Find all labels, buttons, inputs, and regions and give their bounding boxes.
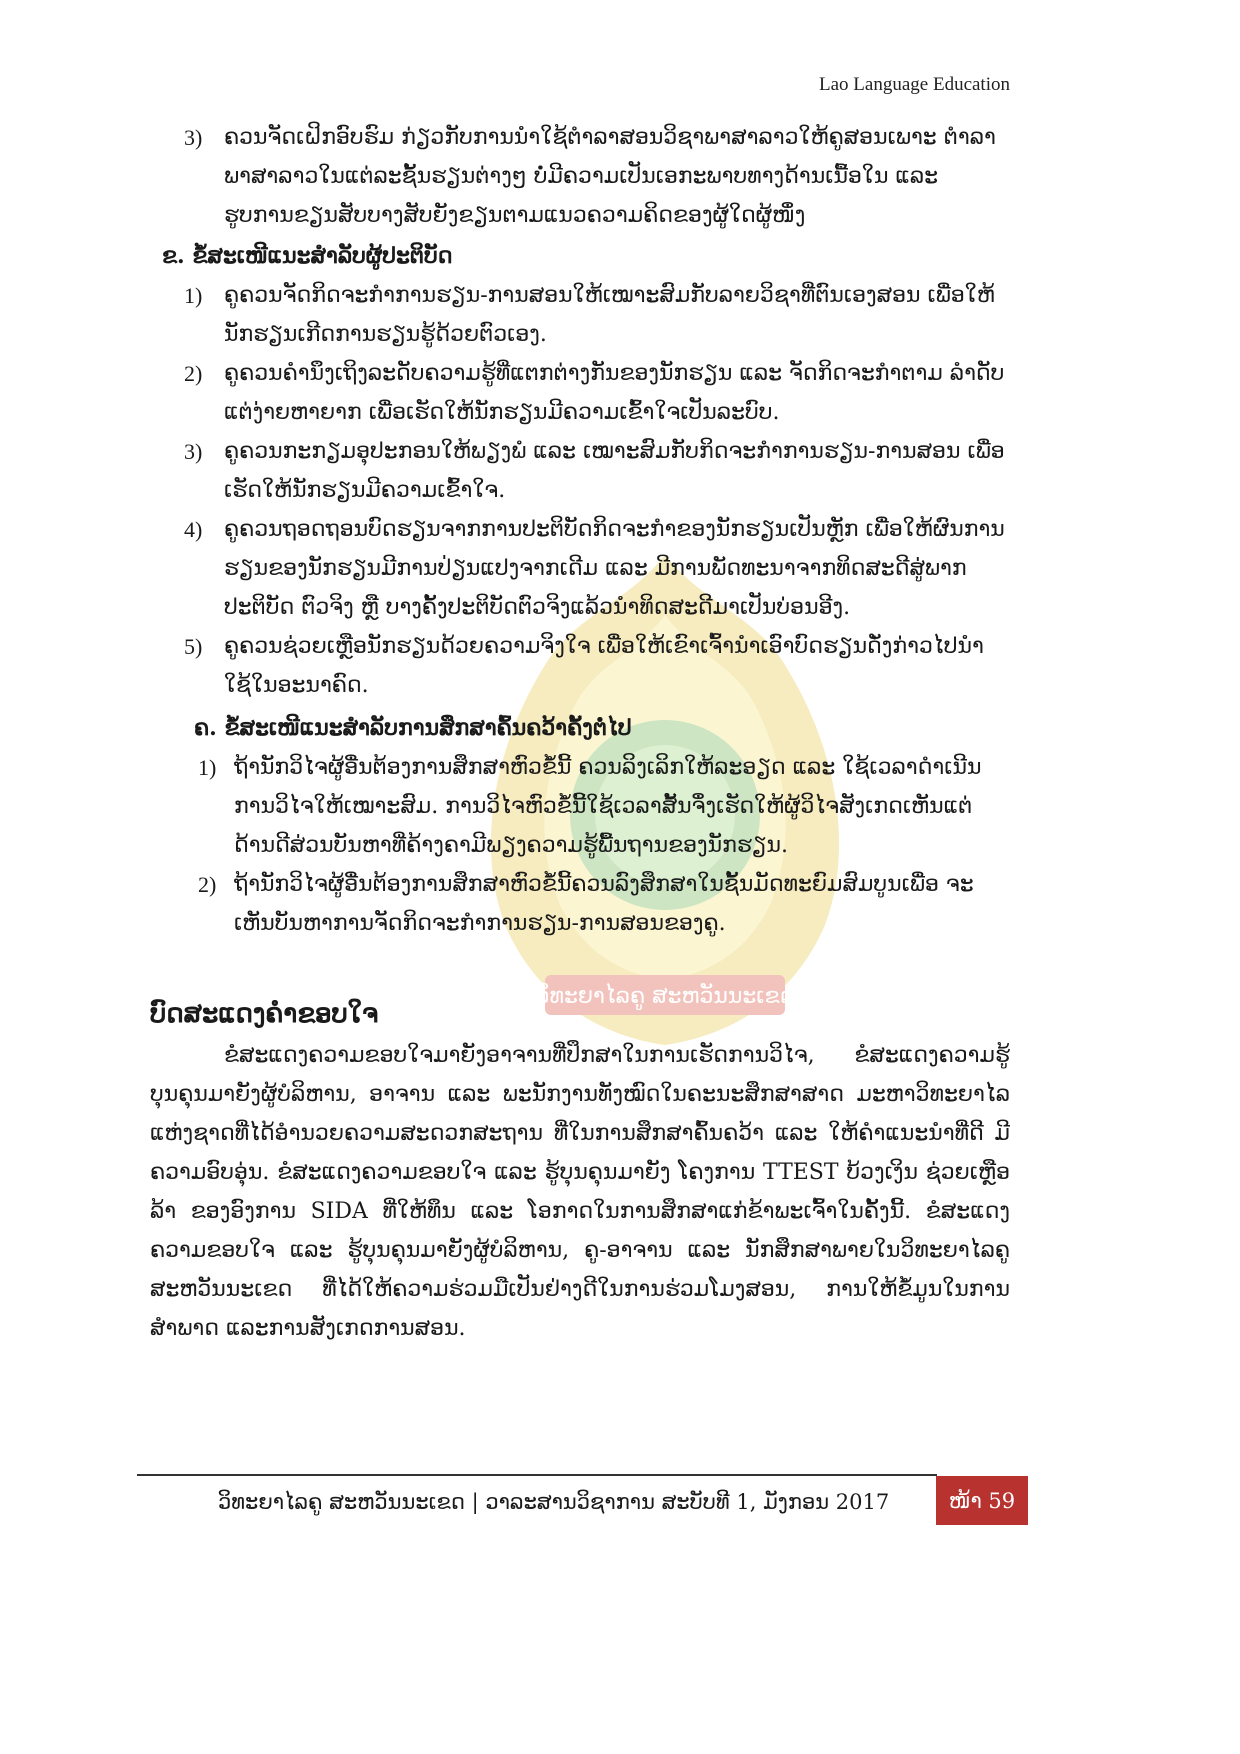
item-number: 4) [184,517,203,542]
list-item [150,510,1010,627]
section-heading-further-research: ຄ. ຂໍ້ສະເໜີແນະສຳລັບການສຶກສາຄົ້ນຄວ້າຄັ້ງຕໍ່ໄປ [194,715,632,741]
watermark-text: ວິທະຍາໄລຄູ ສະຫວັນນະເຂດ [535,984,795,1009]
item-number: 3) [184,125,203,150]
item-text: ຖ້ານັກວິໄຈຜູ້ອື່ນຕ້ອງການສຶກສາຫົວຂໍ້ນີ້ຄວນລົງສຶກສາໃນຊັ້ນມັດທະຍົມສົມບູນເພື່ອ ຈະເຫັນບັນຫາການຈັດກິດຈະກຳການຮຽນ-ການສອນຂອງຄູ. [234,872,974,936]
page-content [150,118,1010,1348]
list-item [150,627,1010,705]
list-item [150,118,1010,235]
item-text: ຄວນຈັດເຝິກອົບຮົມ ກ່ຽວກັບການນຳໃຊ້ຕຳລາສອນວິຊາພາສາລາວໃຫ້ຄູສອນເພາະ ຕຳລາພາສາລາວໃນແຕ່ລະຊັ້ນຮຽນຕ່າງໆ ບໍ່ມີຄວາມເປັນເອກະພາບທາງດ້ານເນື້ອໃນ ແລະ ຮູບການຂຽນສັບບາງສັບຍັງຂຽນຕາມແນວຄວາມຄິດຂອງຜູ້ໃດຜູ້ໜຶ່ງ [224,125,996,228]
list-item [150,748,1010,865]
footer-journal-info: ວິທະຍາໄລຄູ ສະຫວັນນະເຂດ | ວາລະສານວິຊາການ ສະບັບທີ 1, ມັງກອນ 2017 [218,1490,890,1514]
list-item [150,865,1010,943]
item-number: 2) [198,872,217,897]
item-text: ຖ້ານັກວິໄຈຜູ້ອື່ນຕ້ອງການສຶກສາຫົວຂໍ້ນີ້ ຄວນລິງເລິກໃຫ້ລະອຽດ ແລະ ໃຊ້ເວລາດຳເນີນການວິໄຈໃຫ້ເໝາະສົມ. ການວິໄຈຫົວຂໍ້ນີ້ໃຊ້ເວລາສັ້ນຈຶ່ງເຮັດໃຫ້ຜູ້ວິໄຈສັງເກດເຫັນແຕ່ດ້ານດີສ່ວນບັນຫາທີ່ຄ້າງຄາມີພຽງຄວາມຮູ້ພື້ນຖານຂອງນັກຮຽນ. [234,755,982,858]
section-heading-recommendations-practitioners: ຂ. ຂໍ້ສະເໜີແນະສຳລັບຜູ້ປະຕິບັດ [162,243,453,269]
item-number: 3) [184,439,203,464]
item-text: ຄູຄວນຊ່ວຍເຫຼືອນັກຮຽນດ້ວຍຄວາມຈິງໃຈ ເພື່ອໃຫ້ເຂົາເຈົ້ານຳເອົາບົດຮຽນດັ່ງກ່າວໄປນຳໃຊ້ໃນອະນາຄົດ. [224,634,984,698]
list-item [150,432,1010,510]
list-item [150,276,1010,354]
list-item [150,354,1010,432]
item-number: 2) [184,361,203,386]
acknowledgement-title: ບົດສະແດງຄຳຂອບໃຈ [150,999,379,1029]
item-text: ຄູຄວນຄຳນຶງເຖິງລະດັບຄວາມຮູ້ທີ່ແຕກຕ່າງກັນຂອງນັກຮຽນ ແລະ ຈັດກິດຈະກຳຕາມ ລຳດັບແຕ່ງ່າຍຫາຍາກ ເພື່ອເຮັດໃຫ້ນັກຮຽນມີຄວາມເຂົ້າໃຈເປັນລະບົບ. [224,361,1005,425]
item-text: ຄູຄວນຈັດກິດຈະກຳການຮຽນ-ການສອນໃຫ້ເໝາະສົມກັບລາຍວິຊາທີ່ຕົນເອງສອນ ເພື່ອໃຫ້ນັກຮຽນເກີດການຮຽນຮູ້ດ້ວຍຕົວເອງ. [224,283,995,347]
footer-divider [137,1474,937,1476]
page-number-badge: ໜ້າ 59 [936,1476,1028,1525]
item-number: 1) [184,283,203,308]
running-header: Lao Language Education [819,74,1010,95]
item-text: ຄູຄວນກະກຽມອຸປະກອນໃຫ້ພຽງພໍ ແລະ ເໝາະສົມກັບກິດຈະກຳການຮຽນ-ການສອນ ເພື່ອເຮັດໃຫ້ນັກຮຽນມີຄວາມເຂົ້າໃຈ. [224,439,1005,503]
acknowledgement-paragraph: ຂໍສະແດງຄວາມຂອບໃຈມາຍັງອາຈານທີ່ປຶກສາໃນການເຮັດການວິໄຈ, ຂໍສະແດງຄວາມຮູ້ບຸນຄຸນມາຍັງຜູ້ບໍລິຫານ, ອາຈານ ແລະ ພະນັກງານທັງໝົດໃນຄະນະສຶກສາສາດ ມະຫາວິທະຍາໄລແຫ່ງຊາດທີ່ໄດ້ອຳນວຍຄວາມສະດວກສະຖານ ທີ່ໃນການສຶກສາຄົ້ນຄວ້າ ແລະ ໃຫ້ຄຳແນະນຳທີ່ດີ ມີຄວາມອົບອຸ່ນ. ຂໍສະແດງຄວາມຂອບໃຈ ແລະ ຮູ້ບຸນຄຸນມາຍັງ ໂຄງການ TTEST ບ້ວງເງິນ ຊ່ວຍເຫຼືອລ້າ ຂອງອົງການ SIDA ທີ່ໃຫ້ທຶນ ແລະ ໂອກາດໃນການສຶກສາແກ່ຂ້າພະເຈົ້າໃນຄັ້ງນີ້. ຂໍສະແດງຄວາມຂອບໃຈ ແລະ ຮູ້ບຸນຄຸນມາຍັງຜູ້ບໍລິຫານ, ຄູ-ອາຈານ ແລະ ນັກສຶກສາພາຍໃນວິທະຍາໄລຄູສະຫວັນນະເຂດ ທີ່ໄດ້ໃຫ້ຄວາມຮ່ວມມືເປັນຢ່າງດີໃນການຮ່ວມໂມງສອນ, ການໃຫ້ຂໍ້ມູນໃນການສຳພາດ ແລະການສັງເກດການສອນ. [150,1043,1010,1341]
item-number: 1) [198,755,217,780]
item-number: 5) [184,634,203,659]
item-text: ຄູຄວນຖອດຖອນບົດຮຽນຈາກການປະຕິບັດກິດຈະກຳຂອງນັກຮຽນເປັນຫຼັກ ເພື່ອໃຫ້ຜົນການຮຽນຂອງນັກຮຽນມີການປ່ຽນແປງຈາກເດີມ ແລະ ມີການພັດທະນາຈາກທິດສະດີສູ່ພາກປະຕິບັດ ຕົວຈິງ ຫຼື ບາງຄັ້ງປະຕິບັດຕົວຈິງແລ້ວນຳທິດສະດີມາເປັນບ່ອນອີງ. [224,517,1005,620]
